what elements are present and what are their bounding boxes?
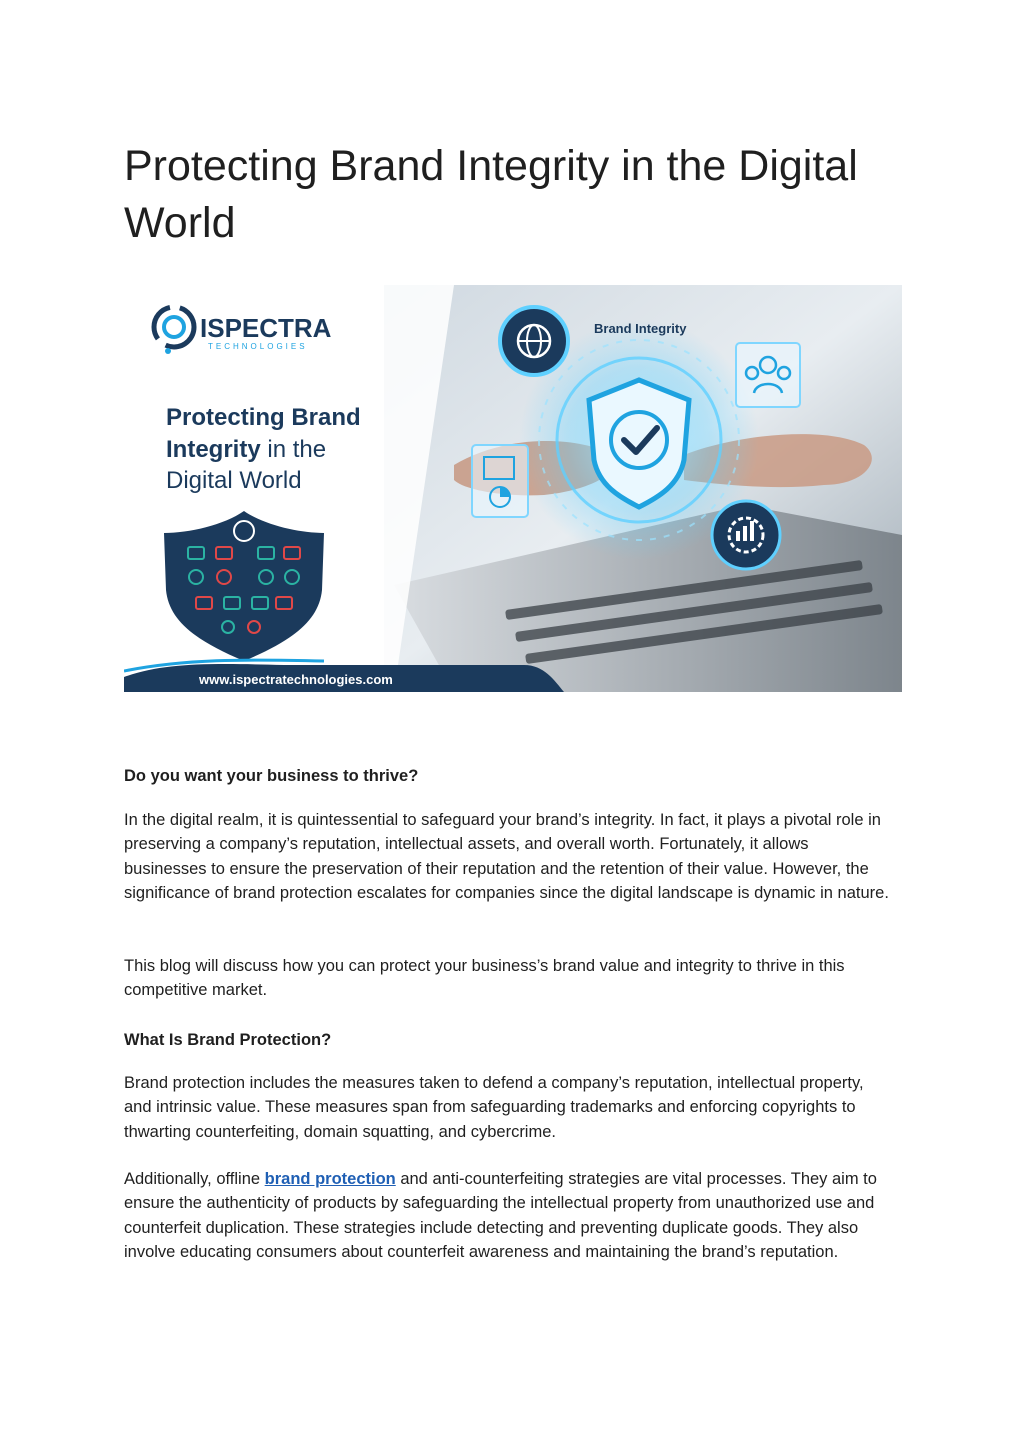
question-heading: Do you want your business to thrive? (124, 767, 419, 785)
page-title: Protecting Brand Integrity in the Digital World (124, 142, 858, 247)
users-icon (736, 343, 800, 407)
section-heading-brand-protection: What Is Brand Protection? (124, 1031, 332, 1049)
banner-headline-line2: Integrity in the (166, 436, 327, 463)
gear-chart-icon (712, 501, 780, 569)
badge-label: Brand Integrity (594, 321, 687, 336)
hero-banner-image (124, 285, 902, 692)
globe-icon (500, 307, 568, 375)
logo-name: ISPECTRA (200, 313, 332, 343)
banner-headline-line3: Digital World (166, 467, 302, 494)
paragraph-offline-protection (124, 1167, 894, 1264)
paragraph-text-before-link: Additionally, offline (124, 1170, 265, 1188)
report-icon (472, 445, 528, 517)
website-url: www.ispectratechnologies.com (199, 672, 393, 687)
brand-protection-link[interactable]: brand protection (264, 1170, 396, 1188)
paragraph-blog-purpose: This blog will discuss how you can protect your business’s brand value and integrity to thrive in this competitive market. (124, 957, 845, 1000)
logo-subtitle: TECHNOLOGIES (208, 342, 308, 351)
banner-headline-line1: Protecting Brand (166, 404, 361, 431)
banner-graphic (124, 285, 902, 692)
paragraph-definition: Brand protection includes the measures taken to defend a company’s reputation, intellectual property, and intrinsic value. These measures span from safeguarding trademarks and enforcing copyrights to thwarting counterfeiting, domain squatting, and cybercrime. (124, 1074, 864, 1141)
paragraph-intro: In the digital realm, it is quintessential to safeguard your brand’s integrity. In fact, it plays a pivotal role in preserving a company’s reputation, intellectual assets, and overall worth. Fortunately, it allows businesses to ensure the preservation of their reputation and the retention of their value. However, the significance of brand protection escalates for companies since the digital landscape is dynamic in nature. (124, 811, 889, 902)
paragraph-text-after-link: and anti-counterfeiting strategies are vital processes. They aim to ensure the authenticity of products by safeguarding the intellectual property from unauthorized use and counterfeit duplication. These strategies include detecting and preventing duplicate goods. They also involve educating consumers about counterfeit awareness and maintaining the brand’s reputation. (124, 1170, 877, 1261)
